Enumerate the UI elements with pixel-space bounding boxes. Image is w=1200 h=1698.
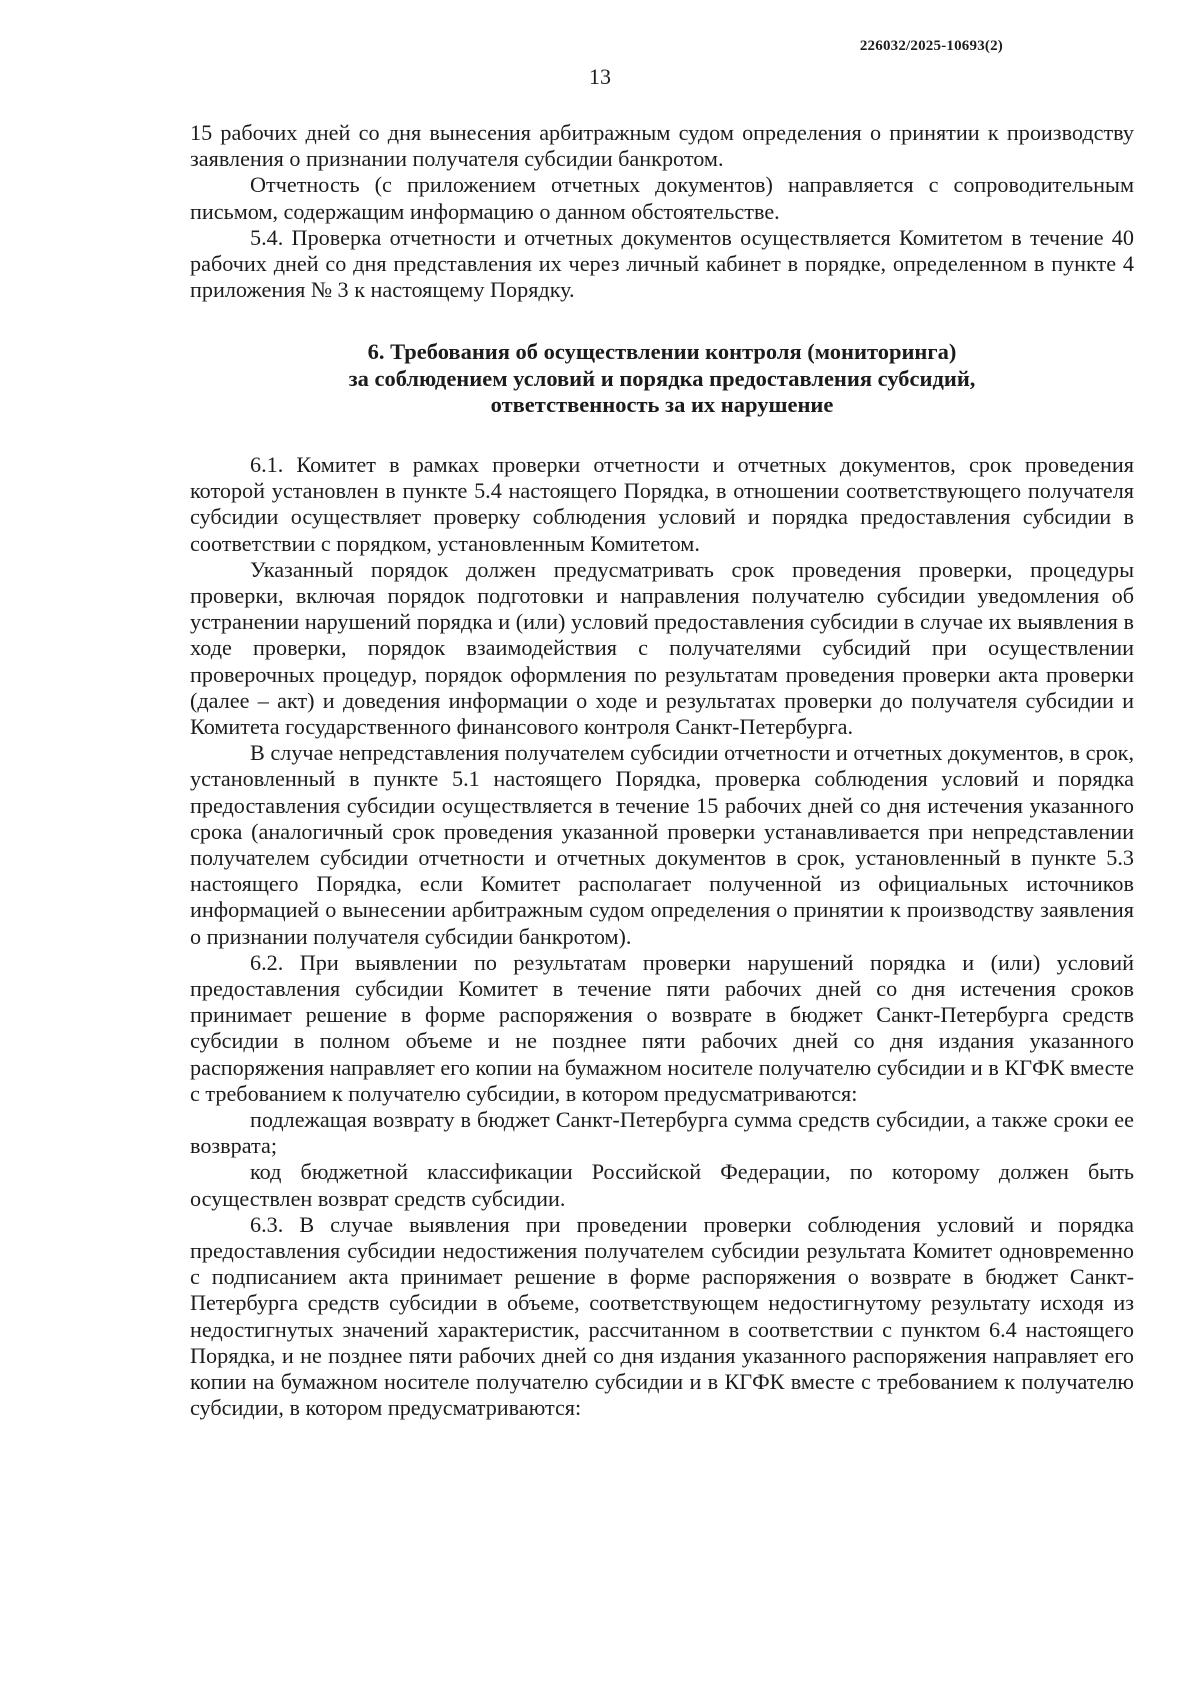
page-number: 13 (589, 64, 611, 89)
document-registration-number: 226032/2025-10693(2) (859, 38, 1003, 54)
paragraph: код бюджетной классификации Российской Федерации, по которому должен быть осуществлен возврат средств субсидии. (190, 1159, 1134, 1211)
paragraph-5-4: 5.4. Проверка отчетности и отчетных документов осуществляется Комитетом в течение 40 рабочих дней со дня представления их через личный кабинет в порядке, определенном в пункте 4 приложения № 3 к настоящему Порядку. (190, 224, 1134, 303)
paragraph: 15 рабочих дней со дня вынесения арбитражным судом определения о принятии к производству заявления о признании получателя субсидии банкротом. (190, 120, 1134, 172)
section-heading-line: 6. Требования об осуществлении контроля (мониторинга) (367, 339, 957, 365)
document-body (190, 120, 1134, 1421)
paragraph-6-1: 6.1. Комитет в рамках проверки отчетности и отчетных документов, срок проведения которой установлен в пункте 5.4 настоящего Порядка, в отношении соответствующего получателя субсидии осуществляет проверку соблюдения условий и порядка предоставления субсидии в соответствии с порядком, установленным Комитетом. (190, 451, 1134, 556)
paragraph: Отчетность (с приложением отчетных документов) направляется с сопроводительным письмом, содержащим информацию о данном обстоятельстве. (190, 172, 1134, 224)
section-heading-line: ответственность за их нарушение (490, 392, 834, 418)
paragraph-6-2: 6.2. При выявлении по результатам проверки нарушений порядка и (или) условий предоставления субсидии Комитет в течение пяти рабочих дней со дня истечения сроков принимает решение в форме распоряжения о возврате в бюджет Санкт-Петербурга средств субсидии в полном объеме и не позднее пяти рабочих дней со дня издания указанного распоряжения направляет его копии на бумажном носителе получателю субсидии и в КГФК вместе с требованием к получателю субсидии, в котором предусматриваются: (190, 949, 1134, 1106)
paragraph: подлежащая возврату в бюджет Санкт-Петербурга сумма средств субсидии, а также сроки ее возврата; (190, 1107, 1134, 1159)
section-6-heading (190, 339, 1134, 419)
section-heading-line: за соблюдением условий и порядка предоставления субсидий, (348, 365, 976, 391)
paragraph: Указанный порядок должен предусматривать срок проведения проверки, процедуры проверки, включая порядок подготовки и направления получателю субсидии уведомления об устранении нарушений порядка и (или) условий предоставления субсидии в случае их выявления в ходе проверки, порядок взаимодействия с получателями субсидий при осуществлении проверочных процедур, порядок оформления по результатам проведения проверки акта проверки (далее – акт) и доведения информации о ходе и результатах проверки до получателя субсидии и Комитета государственного финансового контроля Санкт-Петербурга. (190, 556, 1134, 739)
paragraph-6-3: 6.3. В случае выявления при проведении проверки соблюдения условий и порядка предоставления субсидии недостижения получателем субсидии результата Комитет одновременно с подписанием акта принимает решение в форме распоряжения о возврате в бюджет Санкт-Петербурга средств субсидии в объеме, соответствующем недостигнутому результату исходя из недостигнутых значений характеристик, рассчитанном в соответствии с пунктом 6.4 настоящего Порядка, и не позднее пяти рабочих дней со дня издания указанного распоряжения направляет его копии на бумажном носителе получателю субсидии и в КГФК вместе с требованием к получателю субсидии, в котором предусматриваются: (190, 1211, 1134, 1421)
paragraph: В случае непредставления получателем субсидии отчетности и отчетных документов, в срок, установленный в пункте 5.1 настоящего Порядка, проверка соблюдения условий и порядка предоставления субсидии осуществляется в течение 15 рабочих дней со дня истечения указанного срока (аналогичный срок проведения указанной проверки устанавливается при непредставлении получателем субсидии отчетности и отчетных документов в срок, установленный в пункте 5.3 настоящего Порядка, если Комитет располагает полученной из официальных источников информацией о вынесении арбитражным судом определения о принятии к производству заявления о признании получателя субсидии банкротом). (190, 740, 1134, 949)
